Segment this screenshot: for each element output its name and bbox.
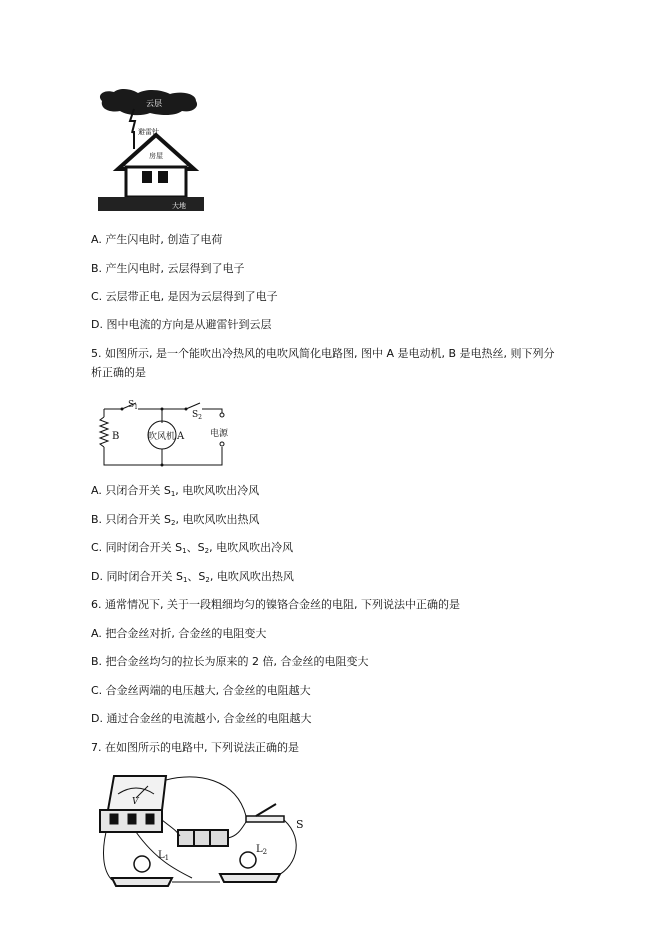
s2-sub: 2 [198, 414, 202, 421]
q4-option-c: C. 云层带正电, 是因为云层得到了电子 [91, 290, 278, 303]
house-window-left [142, 171, 152, 183]
hair-dryer-circuit [96, 397, 241, 472]
motor-label: 吹风机 [148, 432, 176, 442]
q5-stem-line2: 析正确的是 [91, 366, 146, 379]
s1-label: S [128, 400, 135, 410]
svg-text:S1 [128, 400, 138, 411]
q6-option-d: D. 通过合金丝的电流越小, 合金丝的电阻越大 [91, 712, 312, 725]
l1-sub: 1 [164, 854, 170, 862]
q6-option-c: C. 合金丝两端的电压越大, 合金丝的电阻越大 [91, 684, 311, 697]
q5-option-d: D. 同时闭合开关 $S_1$、$S_2$, 电吹风吹出热风 [91, 570, 294, 584]
q5-stem-line1: 5. 如图所示, 是一个能吹出冷热风的电吹风简化电路图, 图中 A 是电动机, B 是电热丝, 则下列分 [91, 347, 555, 360]
bulb-l2-icon [240, 852, 256, 868]
lightning-house-figure [96, 85, 208, 215]
q7-stem: 7. 在如图所示的电路中, 下列说法正确的是 [91, 741, 299, 754]
lamp-base-l2 [220, 874, 280, 882]
lamp-base-l1 [112, 878, 172, 886]
battery-pack [178, 830, 228, 846]
a-label: A [177, 431, 185, 442]
q6-stem: 6. 通常情况下, 关于一段粗细均匀的镍铬合金丝的电阻, 下列说法中正确的是 [91, 598, 460, 611]
ground-strip [98, 197, 204, 211]
q5-option-c: C. 同时闭合开关 $S_1$、$S_2$, 电吹风吹出冷风 [91, 541, 294, 555]
meter-v-label: V [132, 797, 139, 807]
cloud-label: 云层 [146, 99, 162, 108]
source-label: 电源 [210, 429, 229, 439]
svg-text:S2 [192, 410, 202, 421]
rod-label: 避雷针 [138, 128, 159, 136]
b-label: B [112, 431, 120, 442]
house-label: 房屋 [149, 152, 163, 160]
voltmeter-circuit-figure [96, 770, 316, 908]
q5-option-a: A. 只闭合开关 $S_1$, 电吹风吹出冷风 [91, 484, 260, 498]
switch-s2 [186, 403, 200, 409]
q4-option-d: D. 图中电流的方向是从避雷针到云层 [91, 318, 272, 331]
house-wall [126, 167, 186, 197]
s2-label: S [192, 410, 199, 420]
l1-label: L [158, 850, 165, 861]
heater-b-resistor [100, 417, 108, 447]
q4-option-b: B. 产生闪电时, 云层得到了电子 [91, 262, 245, 275]
q6-option-b: B. 把合金丝均匀的拉长为原来的 2 倍, 合金丝的电阻变大 [91, 655, 369, 668]
l2-sub: 2 [262, 848, 268, 856]
svg-text:L2 [256, 844, 267, 856]
l2-label: L [256, 844, 263, 855]
s1-sub: 1 [134, 404, 138, 411]
q5-option-b: B. 只闭合开关 $S_2$, 电吹风吹出热风 [91, 513, 260, 527]
q4-option-a: A. 产生闪电时, 创造了电荷 [91, 233, 223, 246]
svg-text:L1 [158, 850, 169, 862]
switch-s [246, 816, 284, 822]
switch-s-label: S [296, 818, 304, 831]
house-window-right [158, 171, 168, 183]
ground-label: 大地 [172, 202, 186, 210]
bulb-l1-icon [134, 856, 150, 872]
q6-option-a: A. 把合金丝对折, 合金丝的电阻变大 [91, 627, 267, 640]
